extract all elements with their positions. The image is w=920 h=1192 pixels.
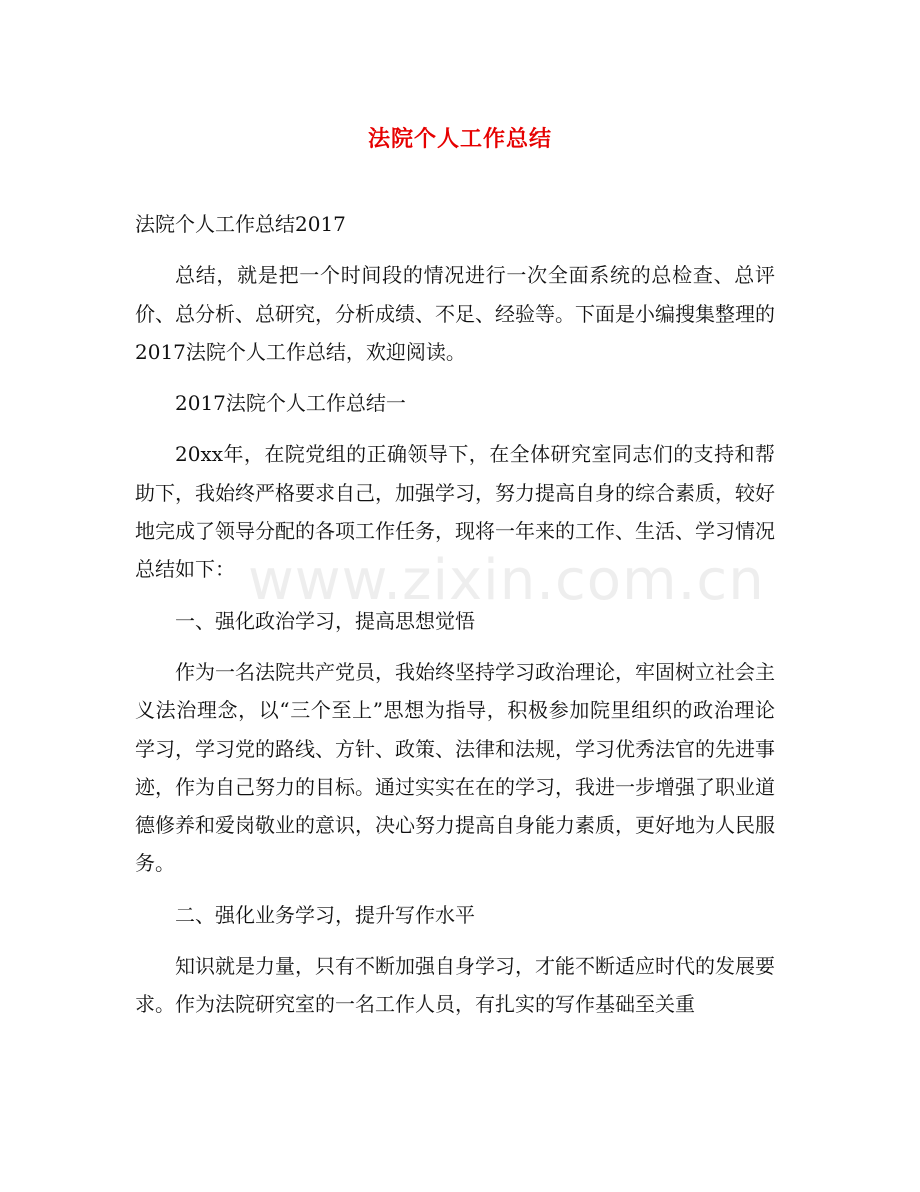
section-heading-paragraph: 2017法院个人工作总结一: [175, 391, 406, 416]
body-paragraph: 20xx年，在院党组的正确领导下，在全体研究室同志们的支持和帮助下，我始终严格要求自己，加强学习，努力提高自身的综合素质，较好地完成了领导分配的各项工作任务，现将一年来的工作、生活、学习情况总结如下：: [135, 442, 775, 582]
body-paragraph: 作为一名法院共产党员，我始终坚持学习政治理论，牢固树立社会主义法治理念，以“三个至上”思想为指导，积极参加院里组织的政治理论学习，学习党的路线、方针、政策、法律和法规，学习优秀法官的先进事迹，作为自己努力的目标。通过实实在在的学习，我进一步增强了职业道德修养和爱岗敬业的意识，决心努力提高自身能力素质，更好地为人民服务。: [135, 659, 775, 876]
document-body: [135, 205, 775, 1037]
document-title: 法院个人工作总结: [367, 126, 552, 152]
watermark: www.zixin.com.cn: [248, 548, 765, 613]
intro-paragraph: 总结，就是把一个时间段的情况进行一次全面系统的总检查、总评价、总分析、总研究，分析成绩、不足、经验等。下面是小编搜集整理的2017法院个人工作总结，欢迎阅读。: [135, 263, 775, 364]
body-paragraph: 知识就是力量，只有不断加强自身学习，才能不断适应时代的发展要求。作为法院研究室的一名工作人员，有扎实的写作基础至关重: [135, 954, 775, 1017]
subtitle-paragraph: 法院个人工作总结2017: [135, 212, 346, 236]
heading-political-study: 一、强化政治学习，提高思想觉悟: [175, 608, 475, 633]
heading-business-study: 二、强化业务学习，提升写作水平: [175, 902, 475, 927]
